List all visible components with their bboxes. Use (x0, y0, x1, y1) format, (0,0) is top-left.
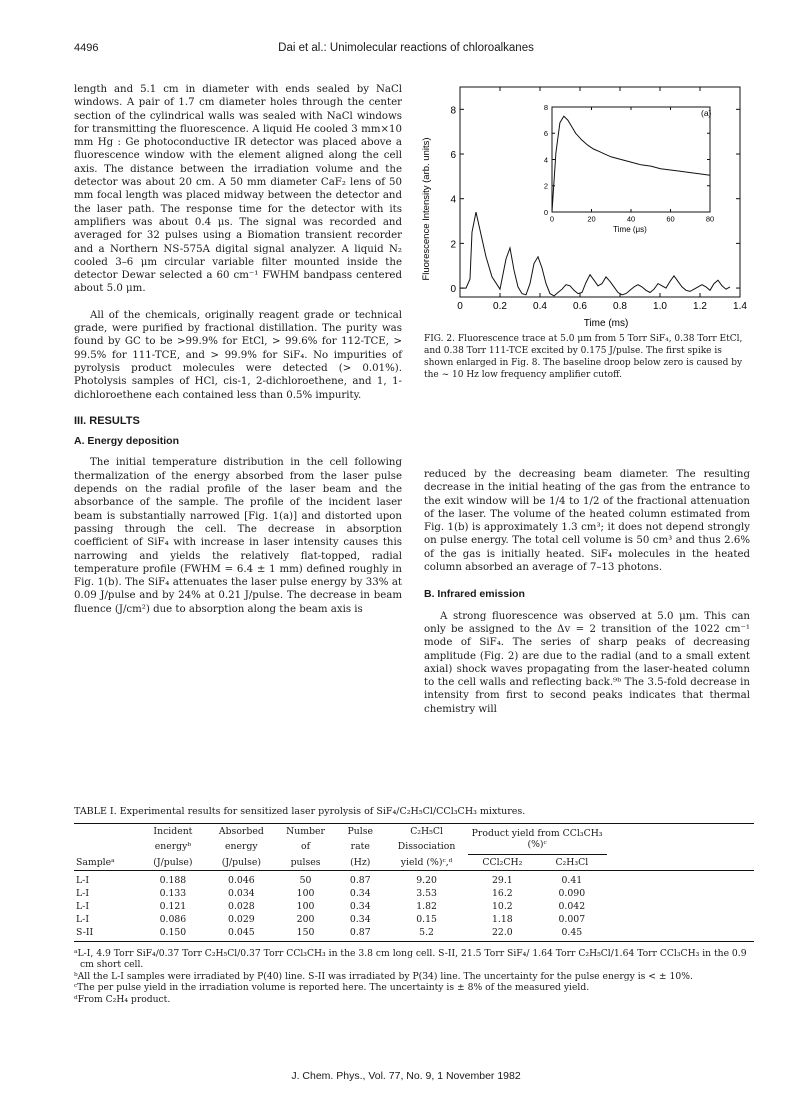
main-y-tick-label: 2 (450, 239, 456, 251)
table-cell: 0.121 (159, 900, 187, 912)
table-cell: 50 (299, 874, 312, 886)
inset-y-tick-label: 2 (543, 181, 548, 191)
table-cell-spacer (607, 913, 754, 926)
table-cell: 200 (296, 913, 315, 925)
th-absorbed-1: Absorbed (207, 824, 276, 840)
main-x-tick-label: 0.4 (533, 301, 547, 312)
table-cell: 16.2 (492, 887, 513, 899)
table-row (74, 913, 754, 926)
th-number-3: pulses (276, 854, 335, 870)
th-sample-top (74, 824, 139, 840)
table-cell-spacer (607, 887, 754, 900)
table-cell: 5.2 (386, 926, 468, 942)
left-column (74, 83, 402, 616)
paragraph-infrared-emission: A strong fluorescence was observed at 5.0 μm. This can only be assigned to the Δv = 2 transition of the 1022 cm⁻¹ mode of SiF₄. The series of sharp peaks of decreasing amplitude (Fig. 2) are due to the radial (and to a small extent axial) shock waves propagating from the laser-heated column to the cell walls and reflecting back.⁹ᵇ The 3.5-fold decrease in intensity from first to second peaks indicates that thermal chemistry will (424, 610, 750, 715)
table-cell: 100 (296, 900, 315, 912)
main-series-line (460, 212, 730, 296)
inset-x-tick-label: 60 (666, 214, 675, 224)
table-row (74, 887, 754, 900)
th-incident-3: (J/pulse) (139, 854, 206, 870)
table-cell-spacer (607, 900, 754, 913)
th-spacer-3 (607, 854, 754, 870)
th-number-1: Number (276, 824, 335, 840)
main-y-tick-label: 0 (450, 284, 456, 296)
table-1 (74, 806, 754, 1005)
table-row (74, 926, 754, 942)
table-note-a: ᵃL-I, 4.9 Torr SiF₄/0.37 Torr C₂H₅Cl/0.37 Torr CCl₃CH₃ in the 3.8 cm long cell. S-II, 21.5 Torr SiF₄/ 1.64 Torr C₂H₅Cl/1.64 Torr CCl₃CH₃ in the 0.9 cm short cell. (74, 947, 747, 970)
table-cell: 0.87 (335, 926, 386, 942)
inset-panel-label: (a) (701, 108, 712, 118)
subsection-heading-energy: A. Energy deposition (74, 435, 180, 448)
table-cell: 0.188 (159, 874, 187, 886)
running-title: Dai et al.: Unimolecular reactions of chloroalkanes (278, 42, 534, 54)
fluorescence-chart (418, 82, 752, 330)
table-cell: 22.0 (468, 926, 537, 942)
table-cell: L-I (76, 887, 89, 899)
inset-axes (544, 103, 714, 224)
table-cell-spacer (607, 870, 754, 887)
inset-frame (552, 107, 710, 212)
table-cell: 100 (296, 887, 315, 899)
th-pulse-3: (Hz) (335, 854, 386, 870)
th-spacer (607, 824, 754, 840)
th-spacer-2 (607, 839, 754, 854)
main-y-tick-label: 6 (450, 150, 456, 162)
table-cell: 0.090 (558, 887, 586, 899)
paragraph-beam-diameter: reduced by the decreasing beam diameter. The resulting decrease in the initial heating of the gas from the entrance to the exit window will be 1/4 to 1/2 of the fractional attenuation of the laser. The volume of the heated column estimated from Fig. 1(b) is approximately 1.3 cm³; it does not depend strongly on pulse energy. The total cell volume is 50 cm³ and thus 2.6% of the gas is initially heated. SiF₄ molecules in the heated column absorbed an average of 7–13 photons. (424, 469, 750, 574)
th-absorbed-2: energy (225, 841, 258, 852)
inset-x-tick-label: 0 (549, 214, 555, 224)
paragraph-apparatus: length and 5.1 cm in diameter with ends sealed by NaCl windows. A pair of 1.7 cm diameter holes through the center section of the cylindrical walls was sealed with NaCl windows for transmitting the fluorescence. A liquid He cooled 3 mm×10 mm Hg : Ge photoconductive IR detector was placed above a fluorescence window with the element aligned along the cell axis. The distance between the irradiation volume and the detector was about 20 cm. A 50 mm diameter CaF₂ lens of 50 mm focal length was placed midway between the detector and the laser path. The response time for the detector with its amplifiers was about 0.4 μs. The signal was recorded and averaged for 32 pulses using a Biomation transient recorder and a Northern NS-575A digital signal analyzer. A liquid N₂ cooled 3–6 μm circular variable filter mounted inside the detector Dewar selected a 60 cm⁻¹ FWHM bandpass centered about 5.0 μm. (74, 84, 402, 295)
inset-y-tick-label: 6 (543, 129, 548, 138)
journal-footer: J. Chem. Phys., Vol. 77, No. 9, 1 November 1982 (291, 1070, 521, 1082)
table-cell: 0.41 (561, 874, 583, 886)
th-product-b: C₂H₃Cl (537, 854, 606, 870)
table-row (74, 900, 754, 913)
paragraph-energy-deposition: The initial temperature distribution in the cell following thermalization of the energy absorbed from the laser pulse depends on the radial profile of the laser beam and the absorbance of the sample. The profile of the incident laser beam is substantially narrowed [Fig. 1(a)] and distorted upon passing through the cell. The decrease in absorption coefficient of SiF₄ with increase in laser intensity causes this narrowing and yields the relatively flat-topped, radial temperature profile (FWHM = 6.4 ± 1 mm) defined roughly in Fig. 1(b). The SiF₄ attenuates the laser pulse energy by 33% at 0.09 J/pulse and by 24% at 0.21 J/pulse. The decrease in beam fluence (J/cm²) due to absorption along the beam axis is (74, 457, 402, 615)
table-body (74, 870, 754, 941)
th-product-group: Product yield from CCl₃CH₃ (%)ᶜ (468, 824, 607, 855)
inset-x-tick-label: 80 (705, 214, 715, 224)
main-x-tick-label: 1.4 (733, 301, 747, 312)
table-cell: 0.34 (349, 913, 371, 925)
main-x-tick-label: 1.2 (693, 301, 707, 312)
main-x-tick-label: 0 (457, 301, 463, 312)
main-x-tick-label: 0.6 (573, 301, 587, 312)
th-product-a: CCl₂CH₂ (468, 854, 537, 870)
table-cell: 9.20 (416, 874, 437, 886)
table-cell: 29.1 (492, 874, 513, 886)
page-number: 4496 (74, 42, 99, 54)
th-c2h5cl-2: Dissociation (397, 841, 456, 852)
inset-y-tick-label: 0 (543, 207, 548, 217)
table-cell: 0.045 (207, 926, 276, 942)
table-note-c: ᶜThe per pulse yield in the irradiation volume is reported here. The uncertainty is ± 8% of the measured yield. (74, 982, 590, 993)
table-cell: 0.133 (159, 887, 187, 899)
th-incident-2: energyᵇ (154, 841, 192, 852)
table-cell: 0.029 (228, 913, 255, 925)
table-cell: 0.15 (416, 913, 437, 925)
main-x-tick-label: 0.8 (613, 301, 627, 312)
table-note-d: ᵈFrom C₂H₄ product. (74, 993, 171, 1005)
main-y-tick-label: 4 (450, 194, 456, 206)
results-table (74, 823, 754, 942)
table-cell: 3.53 (416, 887, 437, 899)
table-cell: 150 (276, 926, 335, 942)
th-pulse-1: Pulse (335, 824, 386, 840)
table-cell: 0.45 (537, 926, 606, 942)
table-cell: 0.150 (139, 926, 206, 942)
th-sample-mid (74, 839, 139, 854)
table-cell: 1.82 (416, 900, 437, 912)
main-x-axis-label: Time (ms) (583, 318, 629, 329)
table-cell-spacer (607, 926, 754, 942)
figure-2 (418, 82, 752, 330)
table-cell: 1.18 (492, 913, 513, 925)
inset-x-tick-label: 20 (587, 214, 596, 224)
th-sample: Sampleᵃ (74, 854, 139, 870)
table-cell: L-I (76, 874, 89, 886)
th-incident-1: Incident (139, 824, 206, 840)
table-cell: 0.007 (558, 913, 586, 925)
inset-y-tick-label: 8 (543, 102, 548, 112)
figure-caption: FIG. 2. Fluorescence trace at 5.0 μm from 5 Torr SiF₄, 0.38 Torr EtCl, and 0.38 Torr 111-TCE excited by 0.175 J/pulse. The first spike is shown enlarged in Fig. 8. The baseline droop below zero is caused by the ~ 10 Hz low frequency amplifier cutoff. (424, 334, 743, 380)
table-cell: 0.042 (558, 900, 586, 912)
table-notes (74, 948, 754, 1006)
th-absorbed-3: (J/pulse) (207, 854, 276, 870)
th-c2h5cl-1: C₂H₅Cl (386, 824, 468, 840)
table-cell: 0.34 (349, 887, 371, 899)
main-x-tick-label: 1.0 (653, 301, 667, 312)
table-cell: 0.034 (228, 887, 255, 899)
table-cell: 0.34 (349, 900, 371, 912)
subsection-heading-infrared: B. Infrared emission (424, 588, 525, 601)
main-y-axis-label: Fluorescence Intensity (arb. units) (421, 137, 432, 281)
table-cell: 0.046 (228, 874, 255, 886)
th-number-2: of (301, 841, 311, 852)
table-caption: TABLE I. Experimental results for sensitized laser pyrolysis of SiF₄/C₂H₅Cl/CCl₃CH₃ mixtures. (74, 806, 526, 817)
table-cell: L-I (76, 900, 89, 912)
table-cell: 0.87 (349, 874, 371, 886)
th-c2h5cl-3: yield (%)ᶜ,ᵈ (386, 854, 468, 870)
table-cell: 0.028 (228, 900, 255, 912)
table-cell: 10.2 (492, 900, 513, 912)
inset-x-tick-label: 40 (626, 214, 636, 224)
main-y-tick-label: 8 (450, 105, 456, 117)
main-x-tick-label: 0.2 (493, 301, 507, 312)
table-note-b: ᵇAll the L-I samples were irradiated by P(40) line. S-II was irradiated by P(34) line. The uncertainty for the pulse energy is < ± 10%. (74, 970, 693, 982)
section-heading-results: III. RESULTS (74, 414, 140, 427)
inset-x-axis-label: Time (μs) (613, 225, 647, 234)
table-cell: 0.086 (159, 913, 187, 925)
table-row (74, 870, 754, 887)
inset-y-tick-label: 4 (543, 155, 548, 165)
table-cell: L-I (76, 913, 89, 925)
table-cell: S-II (74, 926, 139, 942)
right-column (424, 468, 750, 716)
th-pulse-2: rate (350, 841, 370, 852)
paragraph-chemicals: All of the chemicals, originally reagent grade or technical grade, were purified by fractional distillation. The purity was found by GC to be >99.9% for EtCl, > 99.6% for 112-TCE, > 99.5% for 111-TCE, and > 99.9% for SiF₄. No impurities of pyrolysis product molecules were detected (> 0.01%). Photolysis samples of HCl, cis-1, 2-dichloroethene, and 1, 1-dichloroethene each contained less than 0.5% impurity. (74, 309, 402, 401)
